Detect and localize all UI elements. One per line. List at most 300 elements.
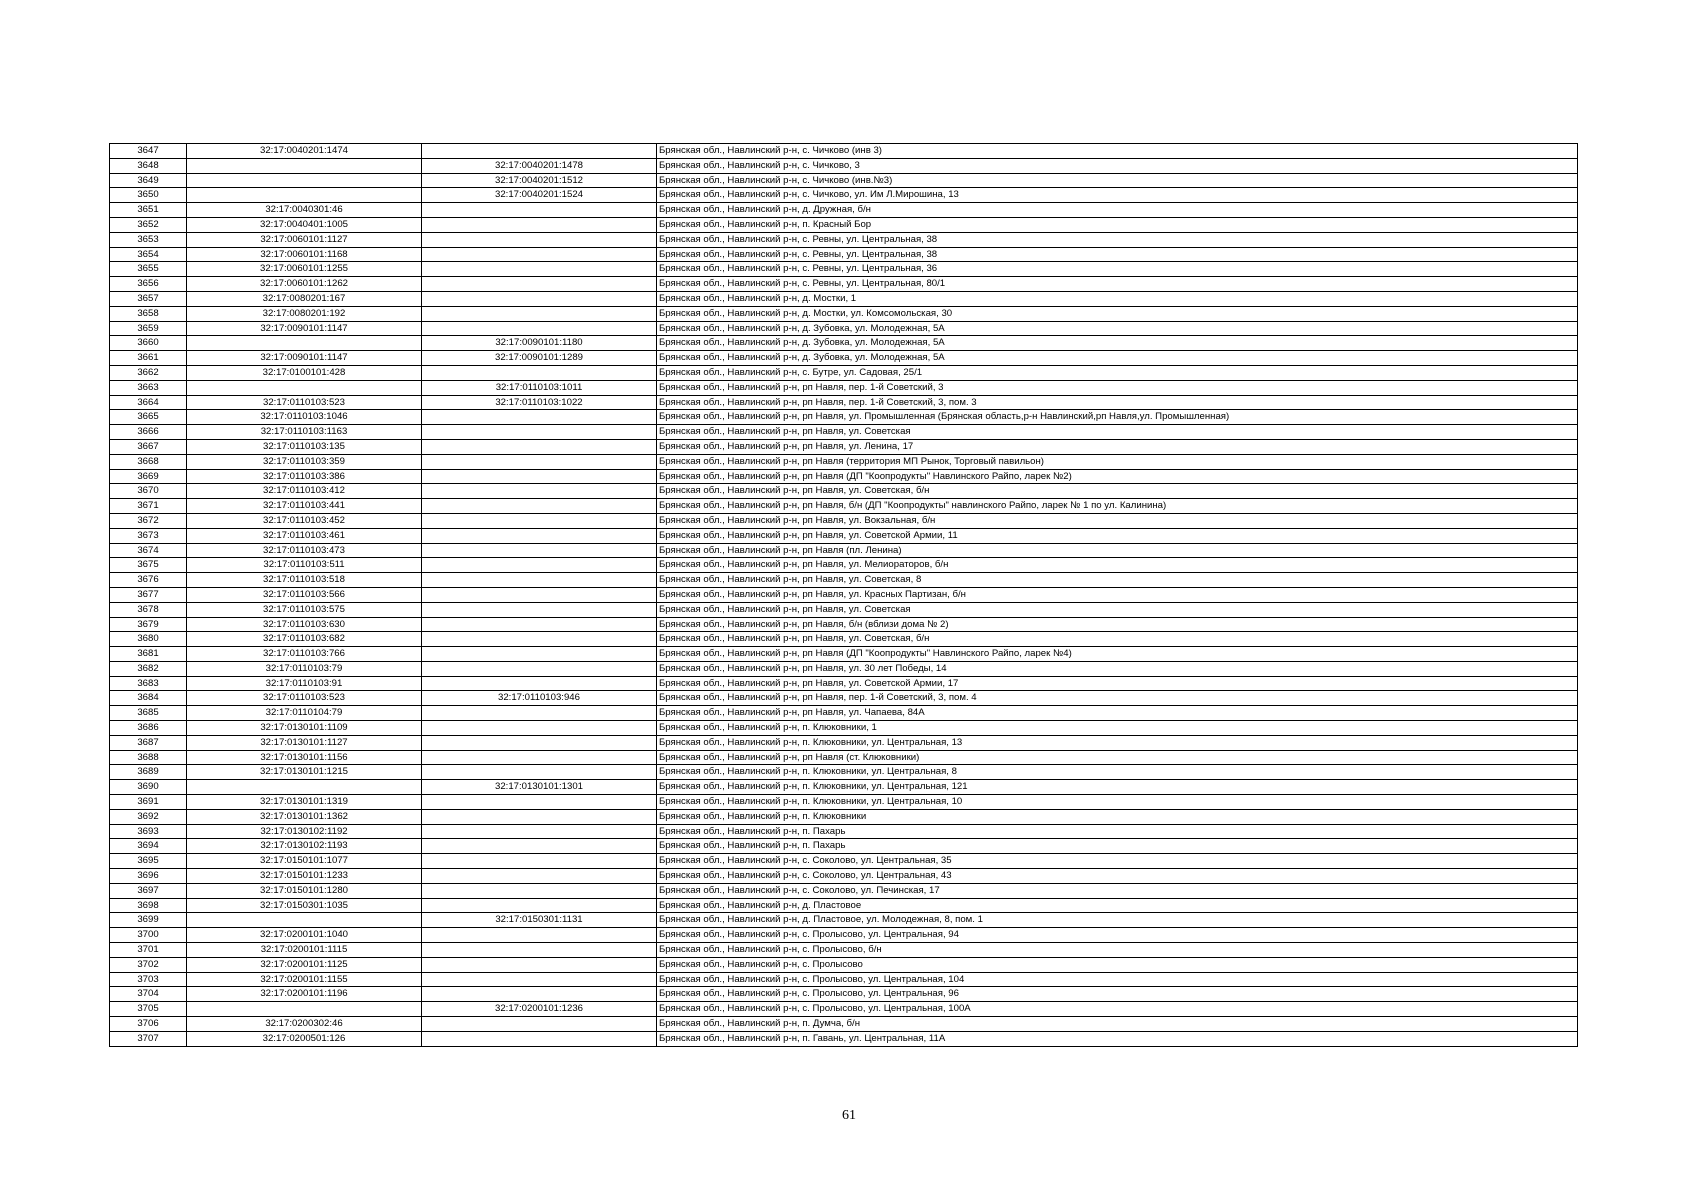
address-cell: Брянская обл., Навлинский р-н, рп Навля, ул. Советская, б/н	[657, 632, 1578, 647]
table-row	[110, 439, 1578, 454]
building-cadastral-number-cell	[422, 499, 657, 514]
address-cell: Брянская обл., Навлинский р-н, с. Бутре, ул. Садовая, 25/1	[657, 365, 1578, 380]
land-cadastral-number-cell: 32:17:0100101:428	[187, 365, 422, 380]
building-cadastral-number-cell	[422, 750, 657, 765]
address-cell: Брянская обл., Навлинский р-н, рп Навля, ул. Советская, б/н	[657, 484, 1578, 499]
table-row	[110, 602, 1578, 617]
table-row	[110, 765, 1578, 780]
table-row	[110, 425, 1578, 440]
row-number-cell: 3666	[110, 425, 187, 440]
table-row	[110, 676, 1578, 691]
building-cadastral-number-cell	[422, 987, 657, 1002]
table-row	[110, 898, 1578, 913]
address-cell: Брянская обл., Навлинский р-н, д. Зубовка, ул. Молодежная, 5А	[657, 321, 1578, 336]
land-cadastral-number-cell: 32:17:0130102:1193	[187, 839, 422, 854]
address-cell: Брянская обл., Навлинский р-н, рп Навля, ул. Красных Партизан, б/н	[657, 587, 1578, 602]
table-row	[110, 721, 1578, 736]
row-number-cell: 3687	[110, 735, 187, 750]
table-row	[110, 1002, 1578, 1017]
land-cadastral-number-cell: 32:17:0200101:1125	[187, 957, 422, 972]
building-cadastral-number-cell	[422, 765, 657, 780]
row-number-cell: 3675	[110, 558, 187, 573]
land-cadastral-number-cell: 32:17:0110103:412	[187, 484, 422, 499]
address-cell: Брянская обл., Навлинский р-н, рп Навля, ул. Вокзальная, б/н	[657, 513, 1578, 528]
row-number-cell: 3678	[110, 602, 187, 617]
row-number-cell: 3667	[110, 439, 187, 454]
building-cadastral-number-cell: 32:17:0040201:1512	[422, 173, 657, 188]
table-row	[110, 987, 1578, 1002]
address-cell: Брянская обл., Навлинский р-н, рп Навля, ул. Советская, 8	[657, 573, 1578, 588]
table-row	[110, 247, 1578, 262]
table-row	[110, 750, 1578, 765]
row-number-cell: 3672	[110, 513, 187, 528]
row-number-cell: 3702	[110, 957, 187, 972]
table-row	[110, 410, 1578, 425]
table-row	[110, 543, 1578, 558]
building-cadastral-number-cell	[422, 706, 657, 721]
row-number-cell: 3703	[110, 972, 187, 987]
building-cadastral-number-cell	[422, 632, 657, 647]
building-cadastral-number-cell	[422, 321, 657, 336]
row-number-cell: 3657	[110, 291, 187, 306]
row-number-cell: 3697	[110, 883, 187, 898]
address-cell: Брянская обл., Навлинский р-н, рп Навля (ДП "Коопродукты" Навлинского Райпо, ларек №2)	[657, 469, 1578, 484]
address-cell: Брянская обл., Навлинский р-н, рп Навля, ул. 30 лет Победы, 14	[657, 661, 1578, 676]
building-cadastral-number-cell	[422, 795, 657, 810]
land-cadastral-number-cell: 32:17:0130101:1215	[187, 765, 422, 780]
address-cell: Брянская обл., Навлинский р-н, д. Зубовка, ул. Молодежная, 5А	[657, 351, 1578, 366]
building-cadastral-number-cell	[422, 602, 657, 617]
address-cell: Брянская обл., Навлинский р-н, с. Пролысово, ул. Центральная, 96	[657, 987, 1578, 1002]
building-cadastral-number-cell: 32:17:0110103:1011	[422, 380, 657, 395]
row-number-cell: 3670	[110, 484, 187, 499]
table-row	[110, 1017, 1578, 1032]
land-cadastral-number-cell: 32:17:0110103:766	[187, 647, 422, 662]
row-number-cell: 3658	[110, 306, 187, 321]
address-cell: Брянская обл., Навлинский р-н, п. Гавань, ул. Центральная, 11А	[657, 1031, 1578, 1046]
row-number-cell: 3704	[110, 987, 187, 1002]
row-number-cell: 3673	[110, 528, 187, 543]
row-number-cell: 3648	[110, 158, 187, 173]
address-cell: Брянская обл., Навлинский р-н, с. Соколово, ул. Центральная, 43	[657, 869, 1578, 884]
table-row	[110, 839, 1578, 854]
table-row	[110, 972, 1578, 987]
address-cell: Брянская обл., Навлинский р-н, с. Ревны, ул. Центральная, 38	[657, 232, 1578, 247]
row-number-cell: 3654	[110, 247, 187, 262]
registry-table-body	[110, 144, 1578, 1047]
address-cell: Брянская обл., Навлинский р-н, д. Пластовое, ул. Молодежная, 8, пом. 1	[657, 913, 1578, 928]
land-cadastral-number-cell: 32:17:0080201:192	[187, 306, 422, 321]
row-number-cell: 3700	[110, 928, 187, 943]
row-number-cell: 3669	[110, 469, 187, 484]
land-cadastral-number-cell	[187, 913, 422, 928]
building-cadastral-number-cell	[422, 869, 657, 884]
land-cadastral-number-cell: 32:17:0110103:91	[187, 676, 422, 691]
building-cadastral-number-cell	[422, 943, 657, 958]
address-cell: Брянская обл., Навлинский р-н, п. Клюковники, ул. Центральная, 10	[657, 795, 1578, 810]
building-cadastral-number-cell	[422, 528, 657, 543]
address-cell: Брянская обл., Навлинский р-н, с. Пролысово	[657, 957, 1578, 972]
address-cell: Брянская обл., Навлинский р-н, рп Навля (ст. Клюковники)	[657, 750, 1578, 765]
table-row	[110, 943, 1578, 958]
land-cadastral-number-cell: 32:17:0040301:46	[187, 203, 422, 218]
table-row	[110, 617, 1578, 632]
land-cadastral-number-cell: 32:17:0040401:1005	[187, 217, 422, 232]
table-row	[110, 824, 1578, 839]
building-cadastral-number-cell	[422, 928, 657, 943]
land-cadastral-number-cell	[187, 188, 422, 203]
land-cadastral-number-cell: 32:17:0150101:1077	[187, 854, 422, 869]
address-cell: Брянская обл., Навлинский р-н, п. Клюковники, ул. Центральная, 8	[657, 765, 1578, 780]
address-cell: Брянская обл., Навлинский р-н, рп Навля, ул. Чапаева, 84А	[657, 706, 1578, 721]
table-row	[110, 173, 1578, 188]
table-row	[110, 661, 1578, 676]
land-cadastral-number-cell: 32:17:0080201:167	[187, 291, 422, 306]
building-cadastral-number-cell: 32:17:0130101:1301	[422, 780, 657, 795]
row-number-cell: 3699	[110, 913, 187, 928]
address-cell: Брянская обл., Навлинский р-н, п. Клюковники	[657, 809, 1578, 824]
row-number-cell: 3691	[110, 795, 187, 810]
row-number-cell: 3682	[110, 661, 187, 676]
building-cadastral-number-cell	[422, 617, 657, 632]
building-cadastral-number-cell	[422, 543, 657, 558]
row-number-cell: 3692	[110, 809, 187, 824]
table-row	[110, 232, 1578, 247]
address-cell: Брянская обл., Навлинский р-н, д. Пластовое	[657, 898, 1578, 913]
land-cadastral-number-cell: 32:17:0200101:1040	[187, 928, 422, 943]
table-row	[110, 1031, 1578, 1046]
building-cadastral-number-cell	[422, 854, 657, 869]
row-number-cell: 3701	[110, 943, 187, 958]
address-cell: Брянская обл., Навлинский р-н, с. Чичково, 3	[657, 158, 1578, 173]
address-cell: Брянская обл., Навлинский р-н, рп Навля (территория МП Рынок, Торговый павильон)	[657, 454, 1578, 469]
building-cadastral-number-cell: 32:17:0110103:946	[422, 691, 657, 706]
land-cadastral-number-cell: 32:17:0110103:452	[187, 513, 422, 528]
building-cadastral-number-cell	[422, 661, 657, 676]
address-cell: Брянская обл., Навлинский р-н, рп Навля, ул. Промышленная (Брянская область,р-н Навлинский,рп Навля,ул. Промышленная)	[657, 410, 1578, 425]
building-cadastral-number-cell	[422, 1031, 657, 1046]
land-cadastral-number-cell	[187, 173, 422, 188]
row-number-cell: 3684	[110, 691, 187, 706]
row-number-cell: 3706	[110, 1017, 187, 1032]
row-number-cell: 3671	[110, 499, 187, 514]
building-cadastral-number-cell	[422, 291, 657, 306]
land-cadastral-number-cell: 32:17:0060101:1168	[187, 247, 422, 262]
table-row	[110, 484, 1578, 499]
row-number-cell: 3649	[110, 173, 187, 188]
land-cadastral-number-cell: 32:17:0110103:441	[187, 499, 422, 514]
row-number-cell: 3659	[110, 321, 187, 336]
address-cell: Брянская обл., Навлинский р-н, рп Навля, ул. Советской Армии, 17	[657, 676, 1578, 691]
building-cadastral-number-cell	[422, 217, 657, 232]
address-cell: Брянская обл., Навлинский р-н, с. Пролысово, ул. Центральная, 94	[657, 928, 1578, 943]
address-cell: Брянская обл., Навлинский р-н, рп Навля, б/н (ДП "Коопродукты" навлинского Райпо, ларек № 1 по ул. Калинина)	[657, 499, 1578, 514]
building-cadastral-number-cell	[422, 824, 657, 839]
address-cell: Брянская обл., Навлинский р-н, п. Красный Бор	[657, 217, 1578, 232]
table-row	[110, 528, 1578, 543]
row-number-cell: 3655	[110, 262, 187, 277]
address-cell: Брянская обл., Навлинский р-н, с. Чичково, ул. Им Л.Мирошина, 13	[657, 188, 1578, 203]
land-cadastral-number-cell: 32:17:0130102:1192	[187, 824, 422, 839]
building-cadastral-number-cell: 32:17:0090101:1180	[422, 336, 657, 351]
land-cadastral-number-cell: 32:17:0110103:359	[187, 454, 422, 469]
row-number-cell: 3676	[110, 573, 187, 588]
building-cadastral-number-cell	[422, 484, 657, 499]
row-number-cell: 3653	[110, 232, 187, 247]
address-cell: Брянская обл., Навлинский р-н, с. Пролысово, б/н	[657, 943, 1578, 958]
table-row	[110, 469, 1578, 484]
building-cadastral-number-cell: 32:17:0040201:1478	[422, 158, 657, 173]
row-number-cell: 3650	[110, 188, 187, 203]
table-row	[110, 706, 1578, 721]
building-cadastral-number-cell	[422, 262, 657, 277]
land-cadastral-number-cell: 32:17:0200101:1115	[187, 943, 422, 958]
row-number-cell: 3647	[110, 144, 187, 159]
building-cadastral-number-cell	[422, 144, 657, 159]
address-cell: Брянская обл., Навлинский р-н, д. Зубовка, ул. Молодежная, 5А	[657, 336, 1578, 351]
building-cadastral-number-cell	[422, 898, 657, 913]
land-cadastral-number-cell: 32:17:0200501:126	[187, 1031, 422, 1046]
address-cell: Брянская обл., Навлинский р-н, рп Навля, б/н (вблизи дома № 2)	[657, 617, 1578, 632]
table-row	[110, 957, 1578, 972]
land-cadastral-number-cell	[187, 1002, 422, 1017]
building-cadastral-number-cell	[422, 735, 657, 750]
building-cadastral-number-cell	[422, 957, 657, 972]
address-cell: Брянская обл., Навлинский р-н, с. Чичково (инв.№3)	[657, 173, 1578, 188]
building-cadastral-number-cell	[422, 558, 657, 573]
land-cadastral-number-cell: 32:17:0130101:1127	[187, 735, 422, 750]
land-cadastral-number-cell: 32:17:0130101:1109	[187, 721, 422, 736]
table-row	[110, 869, 1578, 884]
land-cadastral-number-cell: 32:17:0090101:1147	[187, 351, 422, 366]
table-row	[110, 158, 1578, 173]
address-cell: Брянская обл., Навлинский р-н, рп Навля, пер. 1-й Советский, 3, пом. 4	[657, 691, 1578, 706]
table-row	[110, 499, 1578, 514]
land-cadastral-number-cell	[187, 158, 422, 173]
land-cadastral-number-cell: 32:17:0110103:386	[187, 469, 422, 484]
land-cadastral-number-cell: 32:17:0110103:511	[187, 558, 422, 573]
table-row	[110, 587, 1578, 602]
building-cadastral-number-cell	[422, 647, 657, 662]
address-cell: Брянская обл., Навлинский р-н, с. Пролысово, ул. Центральная, 100А	[657, 1002, 1578, 1017]
land-cadastral-number-cell: 32:17:0110103:566	[187, 587, 422, 602]
table-row	[110, 647, 1578, 662]
land-cadastral-number-cell: 32:17:0200101:1196	[187, 987, 422, 1002]
address-cell: Брянская обл., Навлинский р-н, с. Соколово, ул. Центральная, 35	[657, 854, 1578, 869]
table-row	[110, 735, 1578, 750]
building-cadastral-number-cell	[422, 573, 657, 588]
row-number-cell: 3688	[110, 750, 187, 765]
building-cadastral-number-cell	[422, 306, 657, 321]
table-row	[110, 321, 1578, 336]
row-number-cell: 3662	[110, 365, 187, 380]
address-cell: Брянская обл., Навлинский р-н, рп Навля, ул. Советская	[657, 425, 1578, 440]
land-cadastral-number-cell: 32:17:0150101:1280	[187, 883, 422, 898]
building-cadastral-number-cell	[422, 676, 657, 691]
address-cell: Брянская обл., Навлинский р-н, п. Пахарь	[657, 839, 1578, 854]
table-row	[110, 454, 1578, 469]
address-cell: Брянская обл., Навлинский р-н, рп Навля (пл. Ленина)	[657, 543, 1578, 558]
land-cadastral-number-cell: 32:17:0110103:630	[187, 617, 422, 632]
address-cell: Брянская обл., Навлинский р-н, рп Навля, ул. Советская	[657, 602, 1578, 617]
row-number-cell: 3696	[110, 869, 187, 884]
building-cadastral-number-cell	[422, 1017, 657, 1032]
building-cadastral-number-cell	[422, 809, 657, 824]
building-cadastral-number-cell	[422, 365, 657, 380]
address-cell: Брянская обл., Навлинский р-н, д. Мостки, ул. Комсомольская, 30	[657, 306, 1578, 321]
row-number-cell: 3686	[110, 721, 187, 736]
building-cadastral-number-cell: 32:17:0150301:1131	[422, 913, 657, 928]
address-cell: Брянская обл., Навлинский р-н, с. Чичково (инв 3)	[657, 144, 1578, 159]
land-cadastral-number-cell: 32:17:0110103:518	[187, 573, 422, 588]
land-cadastral-number-cell: 32:17:0130101:1156	[187, 750, 422, 765]
table-row	[110, 277, 1578, 292]
building-cadastral-number-cell	[422, 469, 657, 484]
address-cell: Брянская обл., Навлинский р-н, д. Дружная, б/н	[657, 203, 1578, 218]
page-number: 61	[842, 1108, 856, 1123]
land-cadastral-number-cell: 32:17:0040201:1474	[187, 144, 422, 159]
land-cadastral-number-cell: 32:17:0150301:1035	[187, 898, 422, 913]
land-cadastral-number-cell: 32:17:0110103:1046	[187, 410, 422, 425]
table-row	[110, 291, 1578, 306]
address-cell: Брянская обл., Навлинский р-н, с. Ревны, ул. Центральная, 80/1	[657, 277, 1578, 292]
table-row	[110, 854, 1578, 869]
table-row	[110, 262, 1578, 277]
table-row	[110, 395, 1578, 410]
row-number-cell: 3679	[110, 617, 187, 632]
building-cadastral-number-cell	[422, 277, 657, 292]
land-cadastral-number-cell: 32:17:0130101:1319	[187, 795, 422, 810]
land-cadastral-number-cell: 32:17:0110103:461	[187, 528, 422, 543]
land-cadastral-number-cell: 32:17:0150101:1233	[187, 869, 422, 884]
building-cadastral-number-cell	[422, 203, 657, 218]
row-number-cell: 3668	[110, 454, 187, 469]
table-row	[110, 691, 1578, 706]
row-number-cell: 3693	[110, 824, 187, 839]
row-number-cell: 3705	[110, 1002, 187, 1017]
building-cadastral-number-cell	[422, 439, 657, 454]
table-row	[110, 203, 1578, 218]
land-cadastral-number-cell: 32:17:0110103:523	[187, 395, 422, 410]
row-number-cell: 3695	[110, 854, 187, 869]
address-cell: Брянская обл., Навлинский р-н, рп Навля, ул. Мелиораторов, б/н	[657, 558, 1578, 573]
building-cadastral-number-cell: 32:17:0110103:1022	[422, 395, 657, 410]
address-cell: Брянская обл., Навлинский р-н, с. Ревны, ул. Центральная, 36	[657, 262, 1578, 277]
registry-table	[109, 143, 1578, 1047]
table-row	[110, 351, 1578, 366]
row-number-cell: 3656	[110, 277, 187, 292]
address-cell: Брянская обл., Навлинский р-н, рп Навля (ДП "Коопродукты" Навлинского Райпо, ларек №4)	[657, 647, 1578, 662]
row-number-cell: 3707	[110, 1031, 187, 1046]
row-number-cell: 3683	[110, 676, 187, 691]
building-cadastral-number-cell	[422, 972, 657, 987]
address-cell: Брянская обл., Навлинский р-н, д. Мостки, 1	[657, 291, 1578, 306]
land-cadastral-number-cell: 32:17:0110103:682	[187, 632, 422, 647]
row-number-cell: 3674	[110, 543, 187, 558]
table-row	[110, 144, 1578, 159]
building-cadastral-number-cell	[422, 454, 657, 469]
table-row	[110, 306, 1578, 321]
land-cadastral-number-cell: 32:17:0200302:46	[187, 1017, 422, 1032]
table-row	[110, 632, 1578, 647]
table-row	[110, 558, 1578, 573]
table-row	[110, 573, 1578, 588]
building-cadastral-number-cell	[422, 721, 657, 736]
row-number-cell: 3698	[110, 898, 187, 913]
land-cadastral-number-cell: 32:17:0130101:1362	[187, 809, 422, 824]
table-row	[110, 513, 1578, 528]
building-cadastral-number-cell: 32:17:0090101:1289	[422, 351, 657, 366]
table-row	[110, 217, 1578, 232]
table-row	[110, 780, 1578, 795]
row-number-cell: 3681	[110, 647, 187, 662]
land-cadastral-number-cell: 32:17:0110103:1163	[187, 425, 422, 440]
table-row	[110, 809, 1578, 824]
address-cell: Брянская обл., Навлинский р-н, рп Навля, ул. Советской Армии, 11	[657, 528, 1578, 543]
address-cell: Брянская обл., Навлинский р-н, рп Навля, ул. Ленина, 17	[657, 439, 1578, 454]
building-cadastral-number-cell	[422, 839, 657, 854]
land-cadastral-number-cell: 32:17:0110103:575	[187, 602, 422, 617]
land-cadastral-number-cell: 32:17:0200101:1155	[187, 972, 422, 987]
land-cadastral-number-cell: 32:17:0060101:1255	[187, 262, 422, 277]
building-cadastral-number-cell: 32:17:0040201:1524	[422, 188, 657, 203]
row-number-cell: 3663	[110, 380, 187, 395]
building-cadastral-number-cell	[422, 425, 657, 440]
row-number-cell: 3680	[110, 632, 187, 647]
address-cell: Брянская обл., Навлинский р-н, п. Думча, б/н	[657, 1017, 1578, 1032]
address-cell: Брянская обл., Навлинский р-н, с. Ревны, ул. Центральная, 38	[657, 247, 1578, 262]
building-cadastral-number-cell	[422, 587, 657, 602]
building-cadastral-number-cell	[422, 410, 657, 425]
table-row	[110, 188, 1578, 203]
table-row	[110, 380, 1578, 395]
address-cell: Брянская обл., Навлинский р-н, п. Пахарь	[657, 824, 1578, 839]
row-number-cell: 3690	[110, 780, 187, 795]
table-row	[110, 928, 1578, 943]
land-cadastral-number-cell: 32:17:0090101:1147	[187, 321, 422, 336]
row-number-cell: 3665	[110, 410, 187, 425]
table-row	[110, 365, 1578, 380]
address-cell: Брянская обл., Навлинский р-н, с. Пролысово, ул. Центральная, 104	[657, 972, 1578, 987]
building-cadastral-number-cell	[422, 883, 657, 898]
row-number-cell: 3664	[110, 395, 187, 410]
land-cadastral-number-cell: 32:17:0110103:523	[187, 691, 422, 706]
row-number-cell: 3660	[110, 336, 187, 351]
building-cadastral-number-cell	[422, 513, 657, 528]
building-cadastral-number-cell: 32:17:0200101:1236	[422, 1002, 657, 1017]
row-number-cell: 3677	[110, 587, 187, 602]
address-cell: Брянская обл., Навлинский р-н, п. Клюковники, 1	[657, 721, 1578, 736]
row-number-cell: 3685	[110, 706, 187, 721]
row-number-cell: 3689	[110, 765, 187, 780]
address-cell: Брянская обл., Навлинский р-н, рп Навля, пер. 1-й Советский, 3, пом. 3	[657, 395, 1578, 410]
land-cadastral-number-cell: 32:17:0110104:79	[187, 706, 422, 721]
land-cadastral-number-cell	[187, 336, 422, 351]
table-row	[110, 795, 1578, 810]
table-row	[110, 883, 1578, 898]
land-cadastral-number-cell: 32:17:0060101:1127	[187, 232, 422, 247]
address-cell: Брянская обл., Навлинский р-н, рп Навля, пер. 1-й Советский, 3	[657, 380, 1578, 395]
building-cadastral-number-cell	[422, 247, 657, 262]
row-number-cell: 3651	[110, 203, 187, 218]
land-cadastral-number-cell	[187, 780, 422, 795]
address-cell: Брянская обл., Навлинский р-н, с. Соколово, ул. Печинская, 17	[657, 883, 1578, 898]
land-cadastral-number-cell: 32:17:0110103:79	[187, 661, 422, 676]
row-number-cell: 3652	[110, 217, 187, 232]
row-number-cell: 3694	[110, 839, 187, 854]
land-cadastral-number-cell	[187, 380, 422, 395]
table-row	[110, 913, 1578, 928]
